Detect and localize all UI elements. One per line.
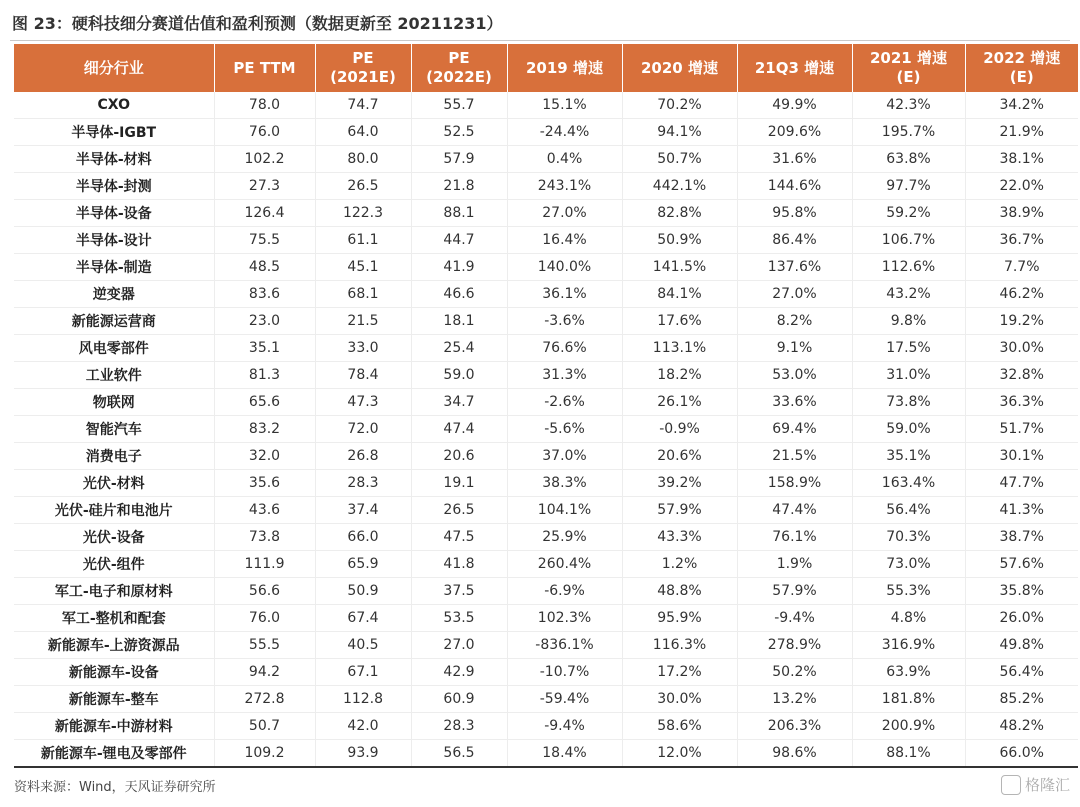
table-row	[14, 416, 1078, 443]
column-header-line: 细分行业	[83, 58, 144, 77]
value-cell: 116.3%	[622, 632, 737, 659]
value-cell: 56.4%	[852, 497, 965, 524]
value-cell: 56.5	[411, 740, 507, 768]
value-cell: -2.6%	[507, 389, 622, 416]
title-divider	[10, 40, 1070, 41]
value-cell: 59.0%	[852, 416, 965, 443]
value-cell: 47.4%	[737, 497, 852, 524]
value-cell: 48.5	[214, 254, 315, 281]
table-row	[14, 254, 1078, 281]
value-cell: 109.2	[214, 740, 315, 768]
value-cell: 70.3%	[852, 524, 965, 551]
value-cell: 75.5	[214, 227, 315, 254]
value-cell: 57.9	[411, 146, 507, 173]
value-cell: 209.6%	[737, 119, 852, 146]
column-header-line: (2022E)	[426, 68, 492, 86]
industry-cell: 新能源运营商	[14, 308, 214, 335]
source-note: 资料来源：Wind，天风证券研究所	[14, 780, 216, 795]
value-cell: 16.4%	[507, 227, 622, 254]
value-cell: 21.9%	[965, 119, 1078, 146]
value-cell: 67.4	[315, 605, 411, 632]
value-cell: 88.1%	[852, 740, 965, 768]
value-cell: 12.0%	[622, 740, 737, 768]
value-cell: 243.1%	[507, 173, 622, 200]
value-cell: 47.3	[315, 389, 411, 416]
value-cell: 33.0	[315, 335, 411, 362]
watermark-text: 格隆汇	[1024, 776, 1070, 794]
column-header-line: (E)	[896, 68, 921, 86]
value-cell: 95.8%	[737, 200, 852, 227]
value-cell: 140.0%	[507, 254, 622, 281]
value-cell: 25.4	[411, 335, 507, 362]
value-cell: 31.0%	[852, 362, 965, 389]
table-body	[14, 92, 1078, 767]
value-cell: 70.2%	[622, 92, 737, 119]
value-cell: 34.7	[411, 389, 507, 416]
industry-cell: 风电零部件	[14, 335, 214, 362]
industry-cell: 半导体-设计	[14, 227, 214, 254]
value-cell: 74.7	[315, 92, 411, 119]
value-cell: 63.8%	[852, 146, 965, 173]
value-cell: 9.1%	[737, 335, 852, 362]
value-cell: 26.5	[411, 497, 507, 524]
value-cell: 27.3	[214, 173, 315, 200]
column-header-line: 2022 增速	[983, 49, 1061, 67]
value-cell: 73.0%	[852, 551, 965, 578]
value-cell: 33.6%	[737, 389, 852, 416]
value-cell: -24.4%	[507, 119, 622, 146]
column-header-line: (E)	[1009, 68, 1034, 86]
value-cell: 94.2	[214, 659, 315, 686]
value-cell: 26.1%	[622, 389, 737, 416]
value-cell: 17.5%	[852, 335, 965, 362]
table-row	[14, 443, 1078, 470]
column-header-line: 2020 增速	[641, 58, 718, 77]
value-cell: 43.2%	[852, 281, 965, 308]
table-row	[14, 686, 1078, 713]
industry-cell: 半导体-封测	[14, 173, 214, 200]
table-row	[14, 524, 1078, 551]
value-cell: 57.9%	[737, 578, 852, 605]
value-cell: 27.0%	[507, 200, 622, 227]
value-cell: 102.3%	[507, 605, 622, 632]
value-cell: 22.0%	[965, 173, 1078, 200]
value-cell: 200.9%	[852, 713, 965, 740]
value-cell: -59.4%	[507, 686, 622, 713]
table-row	[14, 578, 1078, 605]
watermark-logo-icon	[1001, 775, 1021, 795]
value-cell: 53.0%	[737, 362, 852, 389]
value-cell: 141.5%	[622, 254, 737, 281]
industry-cell: 新能源车-中游材料	[14, 713, 214, 740]
value-cell: 49.9%	[737, 92, 852, 119]
column-header-line: PE TTM	[233, 58, 296, 77]
column-header	[507, 44, 622, 92]
table-row	[14, 146, 1078, 173]
value-cell: 38.1%	[965, 146, 1078, 173]
table-row	[14, 227, 1078, 254]
column-header	[411, 44, 507, 92]
table-row	[14, 308, 1078, 335]
industry-cell: 光伏-组件	[14, 551, 214, 578]
value-cell: 73.8%	[852, 389, 965, 416]
value-cell: -9.4%	[737, 605, 852, 632]
value-cell: 23.0	[214, 308, 315, 335]
value-cell: 36.1%	[507, 281, 622, 308]
value-cell: 48.8%	[622, 578, 737, 605]
value-cell: 27.0%	[737, 281, 852, 308]
industry-cell: 新能源车-上游资源品	[14, 632, 214, 659]
value-cell: 35.8%	[965, 578, 1078, 605]
value-cell: 78.4	[315, 362, 411, 389]
value-cell: 36.3%	[965, 389, 1078, 416]
value-cell: 111.9	[214, 551, 315, 578]
value-cell: 63.9%	[852, 659, 965, 686]
table-row	[14, 389, 1078, 416]
watermark	[1001, 774, 1070, 795]
value-cell: 83.2	[214, 416, 315, 443]
value-cell: 59.0	[411, 362, 507, 389]
value-cell: 8.2%	[737, 308, 852, 335]
value-cell: 85.2%	[965, 686, 1078, 713]
value-cell: 37.4	[315, 497, 411, 524]
value-cell: 39.2%	[622, 470, 737, 497]
value-cell: 42.9	[411, 659, 507, 686]
value-cell: 66.0	[315, 524, 411, 551]
value-cell: 59.2%	[852, 200, 965, 227]
table-row	[14, 497, 1078, 524]
value-cell: 46.6	[411, 281, 507, 308]
figure-title: 图 23：硬科技细分赛道估值和盈利预测（数据更新至 20211231）	[12, 14, 503, 33]
value-cell: 55.7	[411, 92, 507, 119]
industry-cell: 军工-电子和原材料	[14, 578, 214, 605]
value-cell: 44.7	[411, 227, 507, 254]
table-header-row	[14, 44, 1078, 92]
column-header-line: PE	[352, 49, 374, 67]
value-cell: 83.6	[214, 281, 315, 308]
value-cell: 35.1%	[852, 443, 965, 470]
value-cell: 28.3	[411, 713, 507, 740]
value-cell: 158.9%	[737, 470, 852, 497]
value-cell: 21.5%	[737, 443, 852, 470]
industry-cell: 新能源车-设备	[14, 659, 214, 686]
value-cell: 45.1	[315, 254, 411, 281]
table-row	[14, 281, 1078, 308]
table-row	[14, 713, 1078, 740]
value-cell: -0.9%	[622, 416, 737, 443]
value-cell: 94.1%	[622, 119, 737, 146]
value-cell: 84.1%	[622, 281, 737, 308]
value-cell: 55.3%	[852, 578, 965, 605]
value-cell: 30.0%	[965, 335, 1078, 362]
value-cell: 58.6%	[622, 713, 737, 740]
value-cell: 112.6%	[852, 254, 965, 281]
value-cell: 34.2%	[965, 92, 1078, 119]
column-header	[214, 44, 315, 92]
column-header-line: (2021E)	[330, 68, 396, 86]
industry-cell: 光伏-设备	[14, 524, 214, 551]
value-cell: 102.2	[214, 146, 315, 173]
value-cell: 56.6	[214, 578, 315, 605]
value-cell: 65.9	[315, 551, 411, 578]
value-cell: 36.7%	[965, 227, 1078, 254]
value-cell: 82.8%	[622, 200, 737, 227]
table-row	[14, 470, 1078, 497]
value-cell: 31.6%	[737, 146, 852, 173]
value-cell: 50.7%	[622, 146, 737, 173]
industry-cell: 消费电子	[14, 443, 214, 470]
value-cell: 41.8	[411, 551, 507, 578]
value-cell: 32.0	[214, 443, 315, 470]
industry-cell: 新能源车-锂电及零部件	[14, 740, 214, 768]
industry-cell: 新能源车-整车	[14, 686, 214, 713]
value-cell: 43.6	[214, 497, 315, 524]
value-cell: 76.0	[214, 605, 315, 632]
value-cell: -5.6%	[507, 416, 622, 443]
value-cell: 50.9%	[622, 227, 737, 254]
table-row	[14, 200, 1078, 227]
value-cell: 40.5	[315, 632, 411, 659]
table-row	[14, 659, 1078, 686]
value-cell: 13.2%	[737, 686, 852, 713]
value-cell: 47.5	[411, 524, 507, 551]
value-cell: 97.7%	[852, 173, 965, 200]
value-cell: 57.6%	[965, 551, 1078, 578]
value-cell: 98.6%	[737, 740, 852, 768]
value-cell: 278.9%	[737, 632, 852, 659]
value-cell: 260.4%	[507, 551, 622, 578]
value-cell: 27.0	[411, 632, 507, 659]
value-cell: 112.8	[315, 686, 411, 713]
table-row	[14, 92, 1078, 119]
value-cell: 144.6%	[737, 173, 852, 200]
value-cell: 78.0	[214, 92, 315, 119]
value-cell: 47.7%	[965, 470, 1078, 497]
table-row	[14, 740, 1078, 768]
industry-cell: 半导体-制造	[14, 254, 214, 281]
value-cell: 0.4%	[507, 146, 622, 173]
table-row	[14, 362, 1078, 389]
column-header	[852, 44, 965, 92]
value-cell: 18.4%	[507, 740, 622, 768]
column-header	[14, 44, 214, 92]
industry-cell: 逆变器	[14, 281, 214, 308]
value-cell: 46.2%	[965, 281, 1078, 308]
value-cell: 48.2%	[965, 713, 1078, 740]
value-cell: 35.6	[214, 470, 315, 497]
value-cell: 15.1%	[507, 92, 622, 119]
value-cell: 26.8	[315, 443, 411, 470]
industry-cell: 光伏-材料	[14, 470, 214, 497]
value-cell: 95.9%	[622, 605, 737, 632]
value-cell: 442.1%	[622, 173, 737, 200]
value-cell: 72.0	[315, 416, 411, 443]
value-cell: 88.1	[411, 200, 507, 227]
value-cell: 50.9	[315, 578, 411, 605]
value-cell: 1.9%	[737, 551, 852, 578]
value-cell: 206.3%	[737, 713, 852, 740]
value-cell: 76.6%	[507, 335, 622, 362]
value-cell: 126.4	[214, 200, 315, 227]
table-row	[14, 605, 1078, 632]
value-cell: 26.0%	[965, 605, 1078, 632]
value-cell: 106.7%	[852, 227, 965, 254]
table-row	[14, 632, 1078, 659]
value-cell: 26.5	[315, 173, 411, 200]
value-cell: 51.7%	[965, 416, 1078, 443]
industry-cell: 半导体-设备	[14, 200, 214, 227]
value-cell: 93.9	[315, 740, 411, 768]
industry-cell: 光伏-硅片和电池片	[14, 497, 214, 524]
value-cell: -6.9%	[507, 578, 622, 605]
value-cell: 38.7%	[965, 524, 1078, 551]
value-cell: 47.4	[411, 416, 507, 443]
value-cell: 316.9%	[852, 632, 965, 659]
value-cell: 53.5	[411, 605, 507, 632]
table-row	[14, 551, 1078, 578]
value-cell: 57.9%	[622, 497, 737, 524]
value-cell: 38.3%	[507, 470, 622, 497]
value-cell: 30.0%	[622, 686, 737, 713]
value-cell: 56.4%	[965, 659, 1078, 686]
value-cell: 38.9%	[965, 200, 1078, 227]
value-cell: 32.8%	[965, 362, 1078, 389]
value-cell: 76.1%	[737, 524, 852, 551]
industry-cell: 物联网	[14, 389, 214, 416]
value-cell: 195.7%	[852, 119, 965, 146]
value-cell: 52.5	[411, 119, 507, 146]
value-cell: 272.8	[214, 686, 315, 713]
column-header-line: 2019 增速	[526, 58, 603, 77]
value-cell: 61.1	[315, 227, 411, 254]
value-cell: -9.4%	[507, 713, 622, 740]
value-cell: 60.9	[411, 686, 507, 713]
value-cell: 18.2%	[622, 362, 737, 389]
value-cell: 50.2%	[737, 659, 852, 686]
table-row	[14, 119, 1078, 146]
value-cell: 21.8	[411, 173, 507, 200]
value-cell: 31.3%	[507, 362, 622, 389]
value-cell: 35.1	[214, 335, 315, 362]
value-cell: 43.3%	[622, 524, 737, 551]
value-cell: 69.4%	[737, 416, 852, 443]
value-cell: 64.0	[315, 119, 411, 146]
value-cell: 20.6%	[622, 443, 737, 470]
value-cell: 17.2%	[622, 659, 737, 686]
value-cell: 68.1	[315, 281, 411, 308]
industry-cell: 智能汽车	[14, 416, 214, 443]
column-header	[737, 44, 852, 92]
value-cell: 19.1	[411, 470, 507, 497]
value-cell: 67.1	[315, 659, 411, 686]
column-header	[965, 44, 1078, 92]
value-cell: 28.3	[315, 470, 411, 497]
value-cell: 41.3%	[965, 497, 1078, 524]
value-cell: 122.3	[315, 200, 411, 227]
value-cell: -3.6%	[507, 308, 622, 335]
value-cell: 76.0	[214, 119, 315, 146]
value-cell: 50.7	[214, 713, 315, 740]
valuation-table	[14, 44, 1078, 768]
industry-cell: 军工-整机和配套	[14, 605, 214, 632]
value-cell: 137.6%	[737, 254, 852, 281]
value-cell: 73.8	[214, 524, 315, 551]
column-header-line: 21Q3 增速	[754, 58, 835, 77]
value-cell: 113.1%	[622, 335, 737, 362]
table-row	[14, 173, 1078, 200]
value-cell: 81.3	[214, 362, 315, 389]
value-cell: 41.9	[411, 254, 507, 281]
value-cell: 55.5	[214, 632, 315, 659]
industry-cell: CXO	[14, 92, 214, 119]
value-cell: 30.1%	[965, 443, 1078, 470]
value-cell: 42.0	[315, 713, 411, 740]
value-cell: 65.6	[214, 389, 315, 416]
value-cell: 1.2%	[622, 551, 737, 578]
value-cell: 20.6	[411, 443, 507, 470]
value-cell: 4.8%	[852, 605, 965, 632]
value-cell: 19.2%	[965, 308, 1078, 335]
value-cell: 80.0	[315, 146, 411, 173]
value-cell: -836.1%	[507, 632, 622, 659]
value-cell: 37.0%	[507, 443, 622, 470]
value-cell: 37.5	[411, 578, 507, 605]
value-cell: -10.7%	[507, 659, 622, 686]
industry-cell: 半导体-材料	[14, 146, 214, 173]
value-cell: 21.5	[315, 308, 411, 335]
industry-cell: 半导体-IGBT	[14, 119, 214, 146]
column-header	[315, 44, 411, 92]
value-cell: 7.7%	[965, 254, 1078, 281]
industry-cell: 工业软件	[14, 362, 214, 389]
value-cell: 17.6%	[622, 308, 737, 335]
value-cell: 9.8%	[852, 308, 965, 335]
column-header	[622, 44, 737, 92]
value-cell: 49.8%	[965, 632, 1078, 659]
value-cell: 42.3%	[852, 92, 965, 119]
value-cell: 25.9%	[507, 524, 622, 551]
column-header-line: PE	[448, 49, 470, 67]
table-row	[14, 335, 1078, 362]
value-cell: 18.1	[411, 308, 507, 335]
value-cell: 163.4%	[852, 470, 965, 497]
value-cell: 66.0%	[965, 740, 1078, 768]
column-header-line: 2021 增速	[870, 49, 947, 67]
value-cell: 181.8%	[852, 686, 965, 713]
value-cell: 104.1%	[507, 497, 622, 524]
value-cell: 86.4%	[737, 227, 852, 254]
